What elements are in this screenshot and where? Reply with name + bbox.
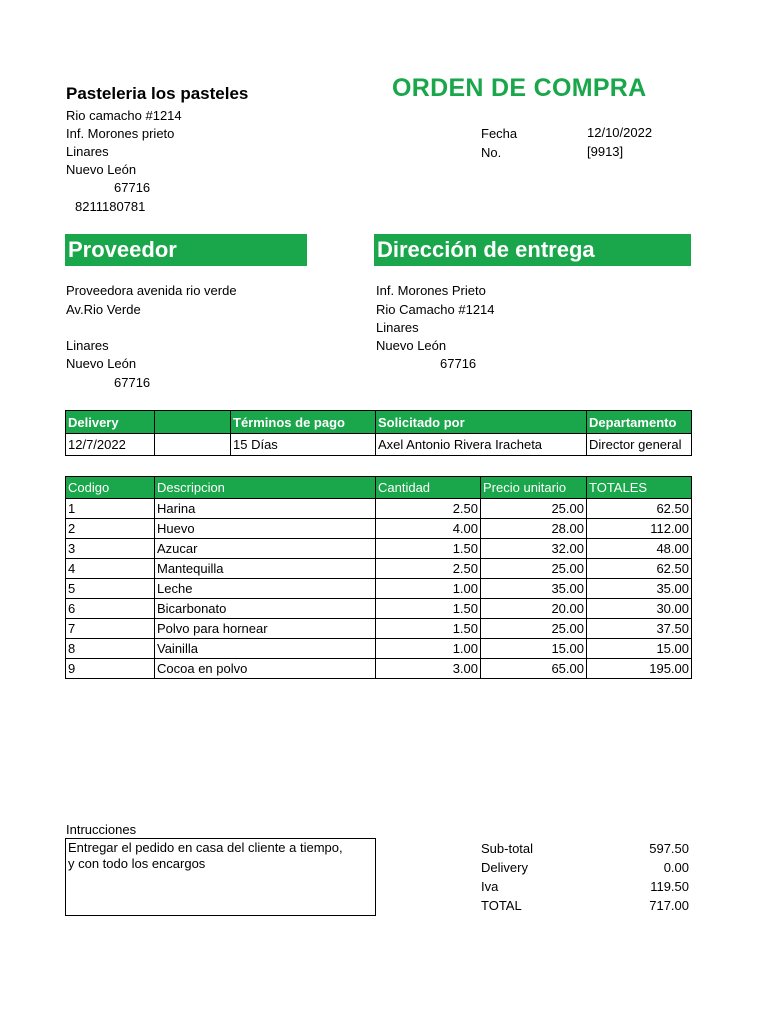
fecha-value: 12/10/2022 [587, 125, 653, 140]
table-row [66, 639, 692, 659]
item-unit-price: 15.00 [481, 639, 587, 659]
terms-header-blank [155, 411, 231, 434]
terms-header-row [66, 411, 692, 434]
table-row [66, 659, 692, 679]
terms-header-delivery: Delivery [66, 411, 155, 434]
items-header-code: Codigo [66, 477, 155, 499]
item-quantity: 3.00 [376, 659, 481, 679]
table-row [66, 559, 692, 579]
terms-blank [155, 434, 231, 456]
entrega-state: Nuevo León [376, 338, 447, 353]
terms-delivery-date: 12/7/2022 [66, 434, 155, 456]
table-row [66, 539, 692, 559]
proveedor-city: Linares [66, 338, 109, 353]
item-total: 15.00 [587, 639, 692, 659]
item-description: Harina [155, 499, 376, 519]
item-total: 112.00 [587, 519, 692, 539]
terms-value-row [66, 434, 692, 456]
item-description: Azucar [155, 539, 376, 559]
document-title: ORDEN DE COMPRA [392, 74, 647, 102]
item-quantity: 2.50 [376, 499, 481, 519]
item-total: 30.00 [587, 599, 692, 619]
totals-value: 0.00 [663, 860, 689, 875]
address-phone: 8211180781 [75, 199, 146, 214]
item-code: 7 [66, 619, 155, 639]
item-description: Polvo para hornear [155, 619, 376, 639]
item-quantity: 1.50 [376, 539, 481, 559]
address-zip: 67716 [114, 180, 151, 195]
entrega-zip: 67716 [440, 356, 477, 371]
proveedor-zip: 67716 [114, 375, 151, 390]
item-unit-price: 35.00 [481, 579, 587, 599]
terms-payment: 15 Días [231, 434, 376, 456]
item-unit-price: 25.00 [481, 619, 587, 639]
item-total: 195.00 [587, 659, 692, 679]
item-description: Leche [155, 579, 376, 599]
item-unit-price: 32.00 [481, 539, 587, 559]
address-street: Rio camacho #1214 [66, 108, 182, 123]
item-quantity: 1.50 [376, 599, 481, 619]
item-quantity: 2.50 [376, 559, 481, 579]
proveedor-name: Proveedora avenida rio verde [66, 283, 237, 298]
totals-label: Delivery [481, 860, 528, 875]
item-code: 8 [66, 639, 155, 659]
no-value: [9913] [587, 144, 624, 159]
item-unit-price: 28.00 [481, 519, 587, 539]
item-total: 35.00 [587, 579, 692, 599]
address-colony: Inf. Morones prieto [66, 126, 175, 141]
no-label: No. [481, 145, 502, 160]
item-quantity: 1.00 [376, 639, 481, 659]
fecha-label: Fecha [481, 126, 518, 141]
terms-header-payment: Términos de pago [231, 411, 376, 434]
item-description: Bicarbonato [155, 599, 376, 619]
totals-label: Sub-total [481, 841, 534, 856]
item-code: 5 [66, 579, 155, 599]
items-header-unit-price: Precio unitario [481, 477, 587, 499]
item-total: 62.50 [587, 499, 692, 519]
proveedor-heading: Proveedor [65, 234, 307, 266]
items-table [65, 476, 692, 679]
item-quantity: 1.00 [376, 579, 481, 599]
totals-value: 597.50 [649, 841, 689, 856]
table-row [66, 619, 692, 639]
item-code: 1 [66, 499, 155, 519]
item-description: Cocoa en polvo [155, 659, 376, 679]
instructions-label: Intrucciones [66, 822, 137, 837]
company-name: Pasteleria los pasteles [66, 84, 249, 103]
totals-value: 119.50 [650, 879, 689, 894]
terms-requested-by: Axel Antonio Rivera Iracheta [376, 434, 587, 456]
item-quantity: 4.00 [376, 519, 481, 539]
proveedor-state: Nuevo León [66, 356, 137, 371]
item-unit-price: 65.00 [481, 659, 587, 679]
entrega-line-2: Rio Camacho #1214 [376, 302, 495, 317]
totals-value: 717.00 [649, 898, 689, 913]
item-total: 48.00 [587, 539, 692, 559]
totals-label: TOTAL [481, 898, 522, 913]
table-row [66, 499, 692, 519]
table-row [66, 599, 692, 619]
item-code: 6 [66, 599, 155, 619]
table-row [66, 519, 692, 539]
item-quantity: 1.50 [376, 619, 481, 639]
items-header-totals: TOTALES [587, 477, 692, 499]
item-unit-price: 25.00 [481, 559, 587, 579]
address-city: Linares [66, 144, 109, 159]
items-header-row [66, 477, 692, 499]
terms-header-department: Departamento [587, 411, 692, 434]
items-header-description: Descripcion [155, 477, 376, 499]
items-header-quantity: Cantidad [376, 477, 481, 499]
item-description: Vainilla [155, 639, 376, 659]
item-code: 2 [66, 519, 155, 539]
item-total: 62.50 [587, 559, 692, 579]
item-code: 3 [66, 539, 155, 559]
terms-department: Director general [587, 434, 692, 456]
instructions-box: Entregar el pedido en casa del cliente a tiempo, y con todo los encargos [65, 838, 376, 916]
item-description: Mantequilla [155, 559, 376, 579]
totals-label: Iva [481, 879, 499, 894]
item-code: 9 [66, 659, 155, 679]
item-total: 37.50 [587, 619, 692, 639]
table-row [66, 579, 692, 599]
item-description: Huevo [155, 519, 376, 539]
entrega-heading: Dirección de entrega [374, 234, 691, 266]
item-code: 4 [66, 559, 155, 579]
terms-header-requested: Solicitado por [376, 411, 587, 434]
terms-table [65, 410, 692, 456]
item-unit-price: 25.00 [481, 499, 587, 519]
item-unit-price: 20.00 [481, 599, 587, 619]
proveedor-street: Av.Rio Verde [66, 302, 141, 317]
entrega-city: Linares [376, 320, 419, 335]
entrega-line-1: Inf. Morones Prieto [376, 283, 486, 298]
address-state: Nuevo León [66, 162, 137, 177]
